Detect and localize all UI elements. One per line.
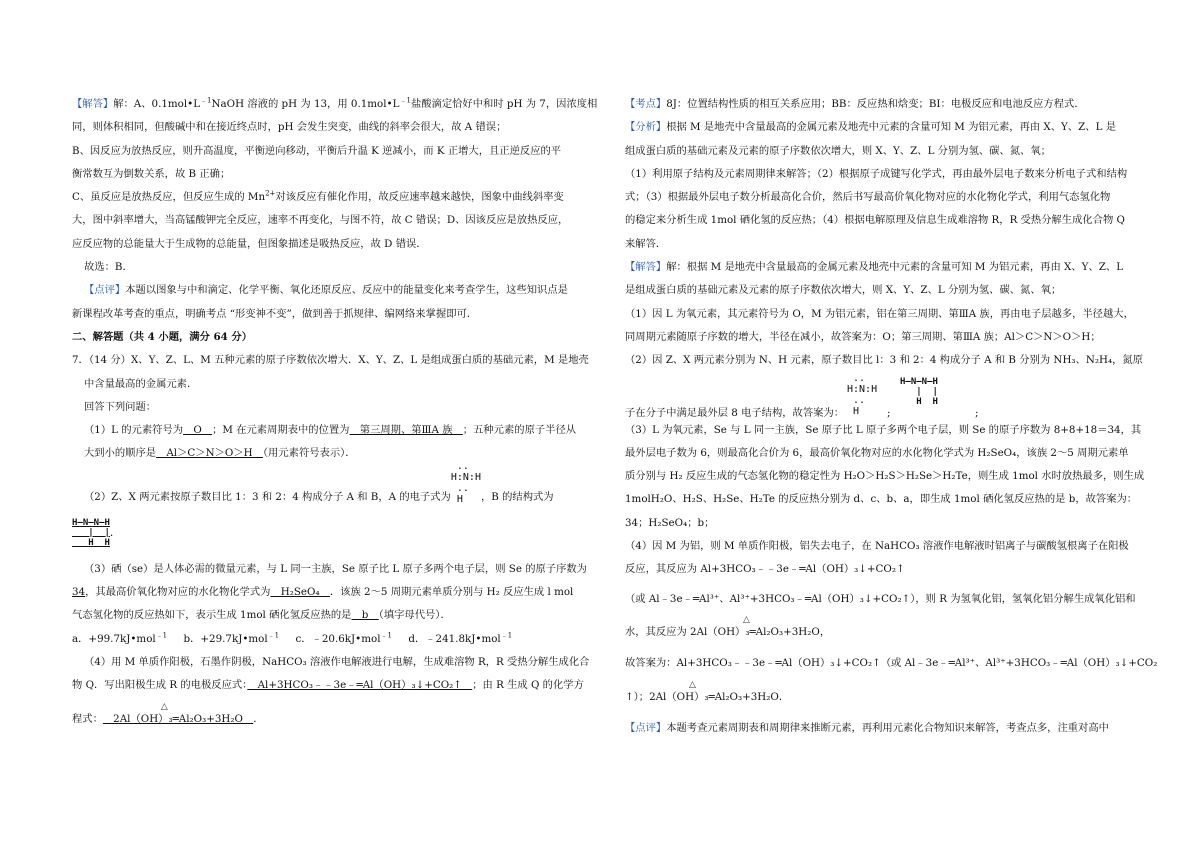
analysis-line-5: 的稳定来分析生成 1mol 硒化氢的反应热；（4）根据电解原理及信息生成难溶物 R，R 受热分解生成化合物 Q — [625, 214, 1125, 227]
solution-line-11: 34；H₂SeO₄；b； — [625, 516, 715, 529]
answer-line-5: C、虽反应是放热反应，但反应生成的 $Mn^{2+}$对该反应有催化作用，故反应速率越来越快，图象中曲线斜率变 — [72, 189, 564, 204]
question-7-part-4c: 程式： △ 2Al（OH）₃═Al₂O₃+3H₂O ． — [72, 708, 572, 731]
solution-line-1: 【解答】解：根据 M 是地壳中含量最高的金属元素及地壳中元素的含量可知 M 为铝元素，再由 X、Y、Z、L — [625, 261, 1124, 274]
answer-line-7: 应反应物的总能量大于生成物的总能量，但图象描述是吸热反应，故 D 错误． — [72, 237, 427, 250]
solution-line-17: △ ↑）；2Al（OH）₃═Al₂O₃+3H₂O． — [625, 686, 1130, 709]
structure-formula-b: H—N—N—H | | H H — [900, 376, 938, 407]
answer-blank: H₂SeO₄ — [270, 586, 330, 599]
solution-line-2: 是组成蛋白质的基础元素及元素的原子序数依次增大，则 X、Y、Z、L 分别为氢、碳、氮、氧； — [625, 284, 1062, 297]
solution-line-14: （或 Al﹣3e﹣═Al³⁺、Al³⁺+3HCO₃﹣═Al（OH）₃↓+CO₂↑），则 R 为氢氧化铝，氢氧化铝分解生成氧化铝和 — [625, 592, 1136, 605]
answer-blank: Al＞C＞N＞O＞H — [156, 447, 263, 460]
analysis-line-1: 【分析】根据 M 是地壳中含量最高的金属元素及地壳中元素的含量可知 M 为铝元素，再由 X、Y、Z、L 是 — [625, 121, 1117, 134]
solution-line-9: 质分别与 H₂ 反应生成的气态氢化物的稳定性为 H₂O＞H₂S＞H₂Se＞H₂Te，则生成 1mol 水时放热最多，则生成 — [625, 470, 1145, 483]
solution-line-15: △ 水，其反应为 2Al（OH）₃═Al₂O₃+3H₂O， — [625, 621, 1130, 644]
answer-blank: 第三周期、第ⅢA 族 — [349, 424, 463, 437]
options-line: a．+99.7kJ•mol$^{﹣1}$ b．+29.7kJ•mol$^{﹣1}$ c．﹣20.6kJ•mol$^{﹣1}$ d．﹣241.8kJ•mol$^{﹣1}$ — [72, 631, 513, 645]
question-7-part-3: （3）硒（se）是人体必需的微量元素，与 L 同一主族，Se 原子比 L 原子多两个电子层，则 Se 的原子序数为 — [84, 562, 587, 575]
answer-line-1: 【解答】解：A、$0.1mol•L^{﹣1}NaOH$ 溶液的 pH 为 13，用 $0.1mol•L^{﹣1}$盐酸滴定恰好中和时 pH 为 7，因浓度相 — [72, 96, 598, 110]
question-7-part-2: （2）Z、X 两元素按原子数目比 1：3 和 2：4 构成分子 A 和 B，A 的电子式为 .. H:N:H .. H ，B 的结构式为 — [84, 460, 554, 505]
question-7-part-3c: 气态氢化物的反应热如下，表示生成 1mol 硒化氢反应热的是 b （填字母代号）． — [72, 609, 451, 622]
review-line-2: 新课程改革考查的重点，明确考点 “形变神不变”，做到善于抓规律、编网络来掌握即可． — [72, 307, 478, 320]
option-a: a．+99.7kJ•mol — [72, 632, 156, 645]
electron-formula-a: .. H:N:H .. H — [847, 372, 878, 417]
answer-blank — [450, 460, 481, 505]
choice-line: 故选：B． — [84, 261, 133, 274]
delta-icon: △ — [743, 614, 750, 625]
question-7-part-3b: 34，其最高价氧化物对应的水化物化学式为 H₂SeO₄ ．该族 2～5 周期元素单质分别与 H₂ 反应生成 l mol — [72, 586, 574, 599]
solution-formulas: 子在分子中满足最外层 8 电子结构，故答案为： .. H:N:H .. H H—N—N—H | | H H ; ; — [625, 372, 979, 419]
solution-line-10: 1molH₂O、H₂S、H₂Se、H₂Te 的反应热分别为 d、c、b、a，即生成 1mol 硒化氢反应热的是 b，故答案为： — [625, 493, 1138, 506]
answer-blank: Al+3HCO₃﹣﹣3e﹣═Al（OH）₃↓+CO₂↑ — [247, 679, 473, 692]
analysis-tag: 【分析】 — [625, 121, 667, 134]
question-7-part-1: （1）L 的元素符号为 O ；M 在元素周期表中的位置为 第三周期、第ⅢA 族 ；五种元素的原子半径从 — [84, 424, 577, 437]
answer-line-2: 同，则体积相同，但酸碱中和在接近终点时，pH 会发生突变，曲线的斜率会很大，故 A 错误； — [72, 121, 507, 134]
answer-blank: 34 — [72, 586, 86, 599]
structure-formula-b-line: H—N—N—H | | H H． — [72, 517, 121, 548]
review-tag: 【点评】 — [625, 721, 667, 734]
analysis-line-3: （1）利用原子结构及元素周期律来解答；（2）根据原子成键写化学式，再由最外层电子数来分析电子式和结构 — [625, 167, 1128, 180]
structure-formula-b: H—N—N—H | | H H — [72, 517, 110, 548]
review-tag: 【点评】 — [84, 284, 126, 297]
left-column — [72, 93, 598, 731]
question-7-part-1b: 大到小的顺序是 Al＞C＞N＞O＞H （用元素符号表示）． — [84, 447, 356, 460]
option-c: c．﹣20.6kJ•mol — [295, 632, 381, 645]
answer-line-3: B、因反应为放热反应，则升高温度，平衡逆向移动，平衡后升温 K 逆减小，而 K 正增大，且正逆反应的平 — [72, 144, 562, 157]
solution-line-13: 反应，其反应为 Al+3HCO₃﹣﹣3e﹣═Al（OH）₃↓+CO₂↑ — [625, 563, 905, 576]
solution-line-12: （4）因 M 为铝，则 M 单质作阳极，铝失去电子，在 NaHCO₃ 溶液作电解液时铝离子与碳酸氢根离子在阳极 — [625, 540, 1129, 553]
option-b: b．+29.7kJ•mol — [183, 632, 268, 645]
right-column — [625, 93, 1158, 740]
electron-formula-a: .. H:N:H .. H — [450, 460, 481, 505]
analysis-line-6: 来解答． — [625, 237, 667, 250]
answer-tag: 【解答】 — [625, 261, 667, 274]
question-7-line-2: 中含量最高的金属元素． — [84, 377, 198, 390]
question-7-line-1: 7．（14 分）X、Y、Z、L、M 五种元素的原子序数依次增大．X、Y、Z、L 是组成蛋白质的基础元素，M 是地壳 — [72, 354, 589, 367]
answer-line-6: 大，图中斜率增大，当高锰酸钾完全反应，速率不再变化，与图不符，故 C 错误；D、因该反应是放热反应， — [72, 214, 569, 227]
section-heading: 二、解答题（共 4 小题，满分 64 分） — [72, 330, 252, 343]
option-d: d．﹣241.8kJ•mol — [408, 632, 501, 645]
answer-line-4: 衡常数互为倒数关系，故 B 正确； — [72, 167, 231, 180]
solution-line-4: 同周期元素随原子序数的增大，半径在减小，故答案为：O；第三周期、第ⅢA 族；Al＞C＞N＞O＞H； — [625, 330, 1101, 343]
delta-icon: △ — [689, 679, 696, 690]
answer-blank: △ 2Al（OH）₃═Al₂O₃+3H₂O — [103, 708, 253, 731]
answer-blank: b — [351, 609, 379, 622]
solution-line-8: 最外层电子数为 6，则最高化合价为 6，最高价氧化物对应的水化物化学式为 H₂SeO₄，该族 2～5 周期元素单 — [625, 446, 1129, 459]
delta-icon: △ — [160, 701, 168, 712]
point-tag: 【考点】 — [625, 98, 667, 110]
solution-line-5: （2）因 Z、X 两元素分别为 N、H 元素，原子数目比 l：3 和 2：4 构成分子 A 和 B 分别为 NH₃、N₂H₄，氮原 — [625, 354, 1143, 367]
solution-line-3: （1）因 L 为氧元素，其元素符号为 O，M 为铝元素，铝在第三周期、第ⅢA 族，再由电子层越多，半径越大， — [625, 307, 1134, 320]
review-line: 【点评】本题考查元素周期表和周期律来推断元素，再利用元素化合物知识来解答，考查点多，注重对高中 — [625, 721, 1109, 734]
answer-tag: 【解答】 — [72, 98, 114, 110]
question-7-part-4: （4）用 M 单质作阳极，石墨作阴极，NaHCO₃ 溶液作电解液进行电解，生成难溶物 R，R 受热分解生成化合 — [84, 655, 590, 668]
solution-line-16: 故答案为：Al+3HCO₃﹣﹣3e﹣═Al（OH）₃↓+CO₂↑（或 Al﹣3e﹣═Al³⁺、Al³⁺+3HCO₃﹣═Al（OH）₃↓+CO₂ — [625, 657, 1158, 670]
analysis-line-4: 式；（3）根据最外层电子数分析最高化合价，然后书写最高价氧化物对应的水化物化学式，利用气态氢化物 — [625, 191, 1111, 204]
question-7-part-4b: 物 Q．写出阳极生成 R 的电极反应式： Al+3HCO₃﹣﹣3e﹣═Al（OH）₃↓+CO₂↑ ；由 R 生成 Q 的化学方 — [72, 679, 584, 692]
point-line: 【考点】8J：位置结构性质的相互关系应用；BB：反应热和焓变；BI：电极反应和电池反应方程式． — [625, 98, 1085, 110]
analysis-line-2: 组成蛋白质的基础元素及元素的原子序数依次增大，则 X、Y、Z、L 分别为氢、碳、氮、氧； — [625, 144, 1051, 157]
question-7-line-3: 回答下列问题： — [84, 400, 157, 413]
review-line-1: 【点评】本题以图象与中和滴定、化学平衡、氧化还原反应、反应中的能量变化来考查学生，这些知识点是 — [84, 284, 568, 297]
solution-line-7: （3）L 为氧元素，Se 与 L 同一主族，Se 原子比 L 原子多两个电子层，则 Se 的原子序数为 8+8+18＝34，其 — [625, 423, 1142, 436]
answer-blank: O — [183, 424, 213, 437]
